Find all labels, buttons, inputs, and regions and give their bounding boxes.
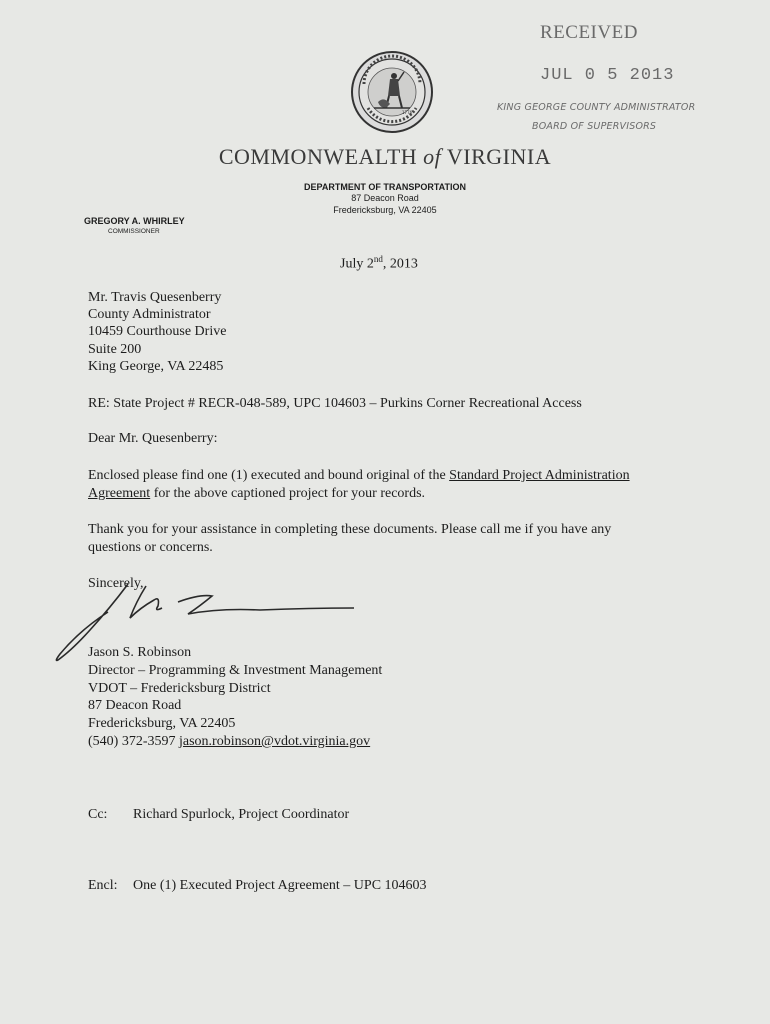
received-stamp-label: RECEIVED: [540, 22, 638, 43]
department-name: DEPARTMENT OF TRANSPORTATION: [304, 182, 466, 192]
recipient-suite: Suite 200: [88, 342, 142, 357]
paragraph-1-text-end: for the above captioned project for your records.: [150, 486, 426, 501]
cc-label: Cc:: [88, 807, 108, 822]
re-line: RE: State Project # RECR-048-589, UPC 104603 – Purkins Corner Recreational Access: [88, 396, 582, 411]
recipient-city: King George, VA 22485: [88, 359, 224, 374]
paragraph-1-line-1: [88, 467, 630, 484]
letter-date-day: July 2: [340, 256, 374, 272]
letterhead-title-of: of: [423, 144, 442, 169]
recipient-title: County Administrator: [88, 307, 211, 322]
received-stamp-board: BOARD OF SUPERVISORS: [532, 121, 657, 132]
signer-phone: (540) 372-3597: [88, 734, 179, 749]
signer-office: VDOT – Fredericksburg District: [88, 681, 271, 696]
encl-value: One (1) Executed Project Agreement – UPC 104603: [133, 878, 427, 893]
signer-title: Director – Programming & Investment Management: [88, 663, 383, 678]
paragraph-2-line-1: Thank you for your assistance in completing these documents. Please call me if you have any: [88, 522, 612, 537]
signer-contact: [88, 733, 370, 750]
letter-date-year: , 2013: [382, 256, 418, 272]
signer-city: Fredericksburg, VA 22405: [88, 716, 236, 731]
letterhead-title-main: COMMONWEALTH: [218, 144, 418, 169]
recipient-name: Mr. Travis Quesenberry: [88, 290, 222, 305]
letterhead-title: [0, 144, 770, 170]
paragraph-2-line-2: questions or concerns.: [88, 540, 213, 555]
commissioner-title: COMMISSIONER: [108, 228, 160, 235]
letter-date-suffix: nd: [373, 254, 383, 264]
agreement-title-part-1: Standard Project Administration: [449, 468, 630, 483]
received-stamp-office: KING GEORGE COUNTY ADMINISTRATOR: [497, 102, 696, 113]
virginia-seal-icon: [350, 50, 434, 134]
closing: Sincerely,: [88, 576, 144, 591]
signer-name: Jason S. Robinson: [88, 645, 192, 660]
encl-label: Encl:: [88, 878, 118, 893]
agreement-title-part-2: Agreement: [88, 486, 151, 501]
signer-street: 87 Deacon Road: [88, 698, 182, 713]
paragraph-1-line-2: [88, 485, 425, 502]
signer-email-link[interactable]: jason.robinson@vdot.virginia.gov: [179, 734, 371, 749]
cc-value: Richard Spurlock, Project Coordinator: [133, 807, 350, 822]
department-address-line2: Fredericksburg, VA 22405: [333, 205, 437, 215]
recipient-street: 10459 Courthouse Drive: [88, 324, 227, 339]
paragraph-1-text: Enclosed please find one (1) executed and bound original of the: [88, 468, 450, 483]
salutation: Dear Mr. Quesenberry:: [88, 431, 218, 446]
received-stamp-date: JUL 0 5 2013: [540, 66, 675, 85]
department-address-line1: 87 Deacon Road: [351, 193, 419, 203]
commissioner-name: GREGORY A. WHIRLEY: [84, 216, 185, 226]
letter-date: [340, 254, 418, 273]
svg-text:1776: 1776: [402, 110, 413, 115]
letterhead-title-state: VIRGINIA: [446, 144, 552, 169]
